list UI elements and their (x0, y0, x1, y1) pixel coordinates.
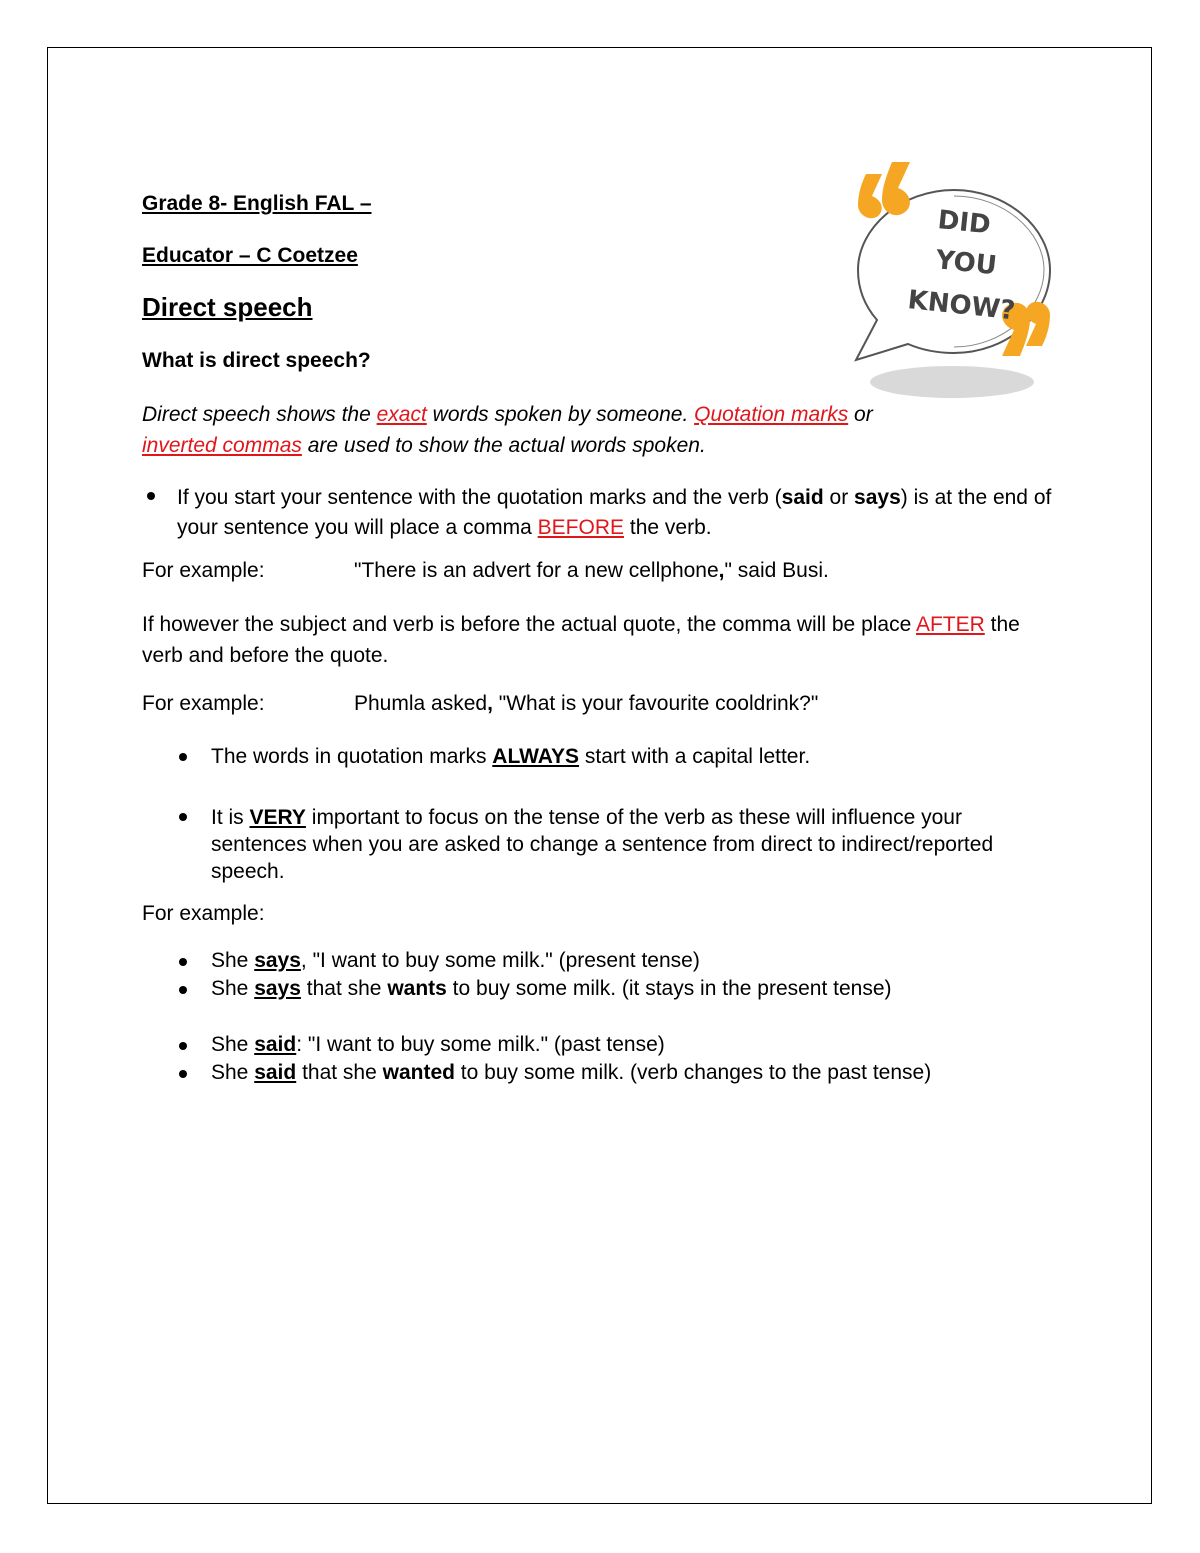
question-heading: What is direct speech? (142, 349, 371, 372)
tense-example-3 (172, 1033, 1062, 1057)
example-label: For example: (142, 559, 265, 582)
example-text: She says that she wants to buy some milk. (it stays in the present tense) (211, 977, 892, 1000)
example-text: She said: "I want to buy some milk." (past tense) (211, 1033, 665, 1056)
did-you-know-speech-bubble-illustration (842, 150, 1067, 405)
bullet-text: The words in quotation marks ALWAYS start with a capital letter. (211, 745, 811, 768)
inverted-commas-highlight: inverted commas (142, 434, 302, 457)
did-label: DID (936, 205, 992, 241)
bullet-icon (179, 1070, 187, 1078)
definition-paragraph: Direct speech shows the exact words spoken by someone. Quotation marks or inverted commas are used to show the actual words spoken. (142, 403, 873, 457)
tense-example-2 (172, 977, 1062, 1001)
bullet-icon (179, 753, 187, 761)
bullet-icon (179, 986, 187, 994)
after-highlight: AFTER (915, 613, 985, 636)
bullet-item-before-rule (142, 483, 1062, 543)
bullet-icon (179, 813, 187, 821)
you-label: YOU (934, 245, 999, 282)
example-text: She said that she wanted to buy some milk. (verb changes to the past tense) (211, 1061, 932, 1084)
bullet-item-tense (172, 804, 1062, 885)
page-title: Direct speech (142, 292, 313, 322)
exact-highlight: exact (376, 403, 427, 426)
bubble-shadow (870, 366, 1034, 398)
tense-example-4 (172, 1061, 1062, 1085)
example-sentence: "There is an advert for a new cellphone," said Busi. (354, 559, 829, 582)
quotation-marks-highlight: Quotation marks (694, 403, 849, 426)
know-label: KNOW? (906, 285, 1017, 327)
however-paragraph: If however the subject and verb is before the actual quote, the comma will be place AFTER the verb and before the quote. (142, 613, 1020, 667)
bullet-text: It is VERY important to focus on the tense of the verb as these will influence your sentences when you are asked to change a sentence from direct to indirect/reported speech. (211, 806, 994, 883)
bullet-icon (179, 1042, 187, 1050)
example-label: For example: (142, 902, 265, 925)
grade-heading: Grade 8- English FAL – (142, 192, 372, 215)
open-quote-icon (858, 162, 910, 218)
bullet-icon (179, 958, 187, 966)
bullet-item-capital-letter (172, 744, 1062, 770)
bullet-text: If you start your sentence with the quotation marks and the verb (said or says) is at the end of your sentence you will place a comma BEFORE the verb. (177, 486, 1052, 539)
tense-example-1 (172, 949, 1062, 973)
example-sentence: Phumla asked, "What is your favourite cooldrink?" (354, 692, 819, 715)
example-text: She says, "I want to buy some milk." (present tense) (211, 949, 700, 972)
before-highlight: BEFORE (537, 516, 625, 539)
example-label: For example: (142, 692, 265, 715)
bullet-icon (147, 492, 155, 500)
educator-heading: Educator – C Coetzee (142, 244, 358, 267)
